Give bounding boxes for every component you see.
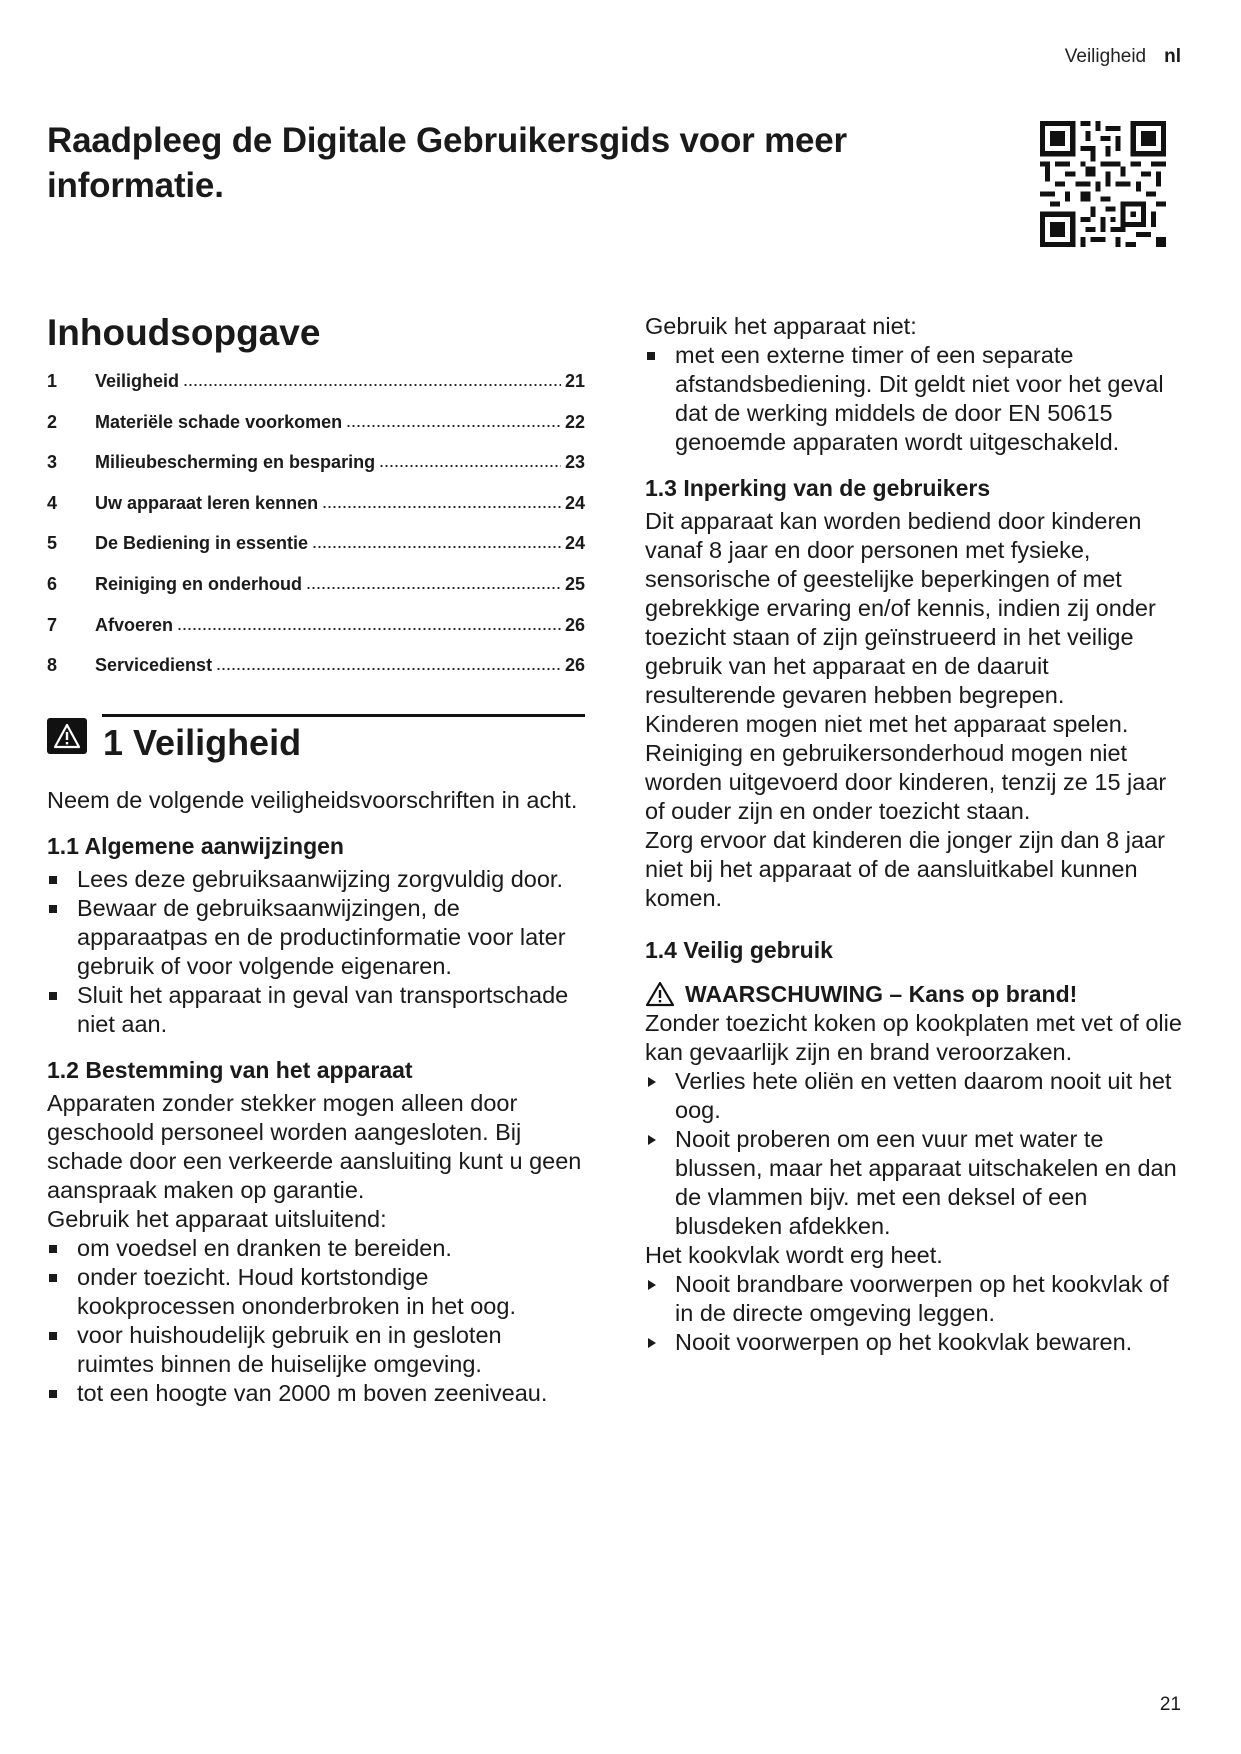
toc-item[interactable] — [47, 533, 585, 574]
page-number: 21 — [1159, 1694, 1181, 1715]
section-1-2-list — [47, 1234, 585, 1408]
action-list — [645, 1067, 1185, 1241]
toc-page: 26 — [564, 614, 585, 635]
paragraph: Apparaten zonder stekker mogen alleen door geschoold personeel worden aangesloten. Bij schade door een verkeerde aansluiting kunt u geen aanspraak maken op garantie. — [47, 1089, 582, 1203]
toc-item[interactable] — [47, 412, 585, 453]
warning-text: WAARSCHUWING – Kans op brand! — [685, 981, 1078, 1007]
action-list — [645, 1270, 1185, 1357]
chapter-title: 1 Veiligheid — [103, 721, 302, 763]
toc-number: 6 — [47, 573, 58, 594]
list-item: tot een hoogte van 2000 m boven zeeniveau. — [47, 1379, 585, 1408]
toc-item[interactable] — [47, 574, 585, 615]
toc-page: 22 — [564, 411, 585, 432]
paragraph: Het kookvlak wordt erg heet. — [645, 1242, 943, 1268]
toc-leader — [183, 383, 561, 387]
list-item: onder toezicht. Houd kortstondige kookprocessen ononderbroken in het oog. — [47, 1263, 585, 1321]
paragraph: Zorg ervoor dat kinderen die jonger zijn dan 8 jaar niet bij het apparaat of de aansluitkabel kunnen komen. — [645, 827, 1165, 911]
toc-leader — [346, 424, 561, 428]
section-1-1-list — [47, 865, 585, 1039]
toc-number: 8 — [47, 655, 58, 676]
warning-triangle-icon — [47, 718, 87, 754]
toc-label: Afvoeren — [95, 614, 174, 635]
paragraph: Gebruik het apparaat uitsluitend: — [47, 1205, 387, 1232]
toc-item[interactable] — [47, 493, 585, 534]
toc-item[interactable] — [47, 371, 585, 412]
toc-item[interactable] — [47, 452, 585, 493]
toc-page: 26 — [564, 655, 585, 676]
warning-icon — [645, 981, 675, 1007]
toc-number: 5 — [47, 533, 58, 554]
list-item: Bewaar de gebruiksaanwijzingen, de apparaatpas en de productinformatie voor later gebruik of voor volgende eigenaren. — [47, 894, 585, 981]
toc-page: 24 — [564, 492, 585, 513]
toc-title: Inhoudsopgave — [47, 312, 321, 353]
toc-label: Milieubescherming en besparing — [95, 452, 376, 473]
toc-page: 25 — [564, 573, 585, 594]
chapter-heading — [47, 710, 585, 774]
toc-leader — [306, 586, 561, 590]
toc-label: Veiligheid — [95, 371, 180, 391]
toc-number: 3 — [47, 452, 58, 473]
list-item: Sluit het apparaat in geval van transportschade niet aan. — [47, 981, 585, 1039]
toc-page: 24 — [564, 533, 585, 554]
paragraph: Kinderen mogen niet met het apparaat spelen. — [645, 711, 1129, 737]
toc-page: 21 — [564, 371, 585, 391]
section-1-4-title: 1.4 Veilig gebruik — [645, 937, 833, 963]
left-column — [47, 310, 585, 1408]
page-title: Raadpleeg de Digitale Gebruikersgids voor meer informatie. — [47, 121, 847, 205]
toc-page: 23 — [564, 452, 585, 473]
list-item: met een externe timer of een separate afstandsbediening. Dit geldt niet voor het geval dat de werking middels de door EN 50615 genoemde apparaten wordt uitgeschakeld. — [645, 341, 1185, 457]
running-header — [1065, 46, 1181, 68]
toc-leader — [216, 667, 561, 671]
toc-label: Reiniging en onderhoud — [95, 573, 302, 594]
paragraph: Zonder toezicht koken op kookplaten met vet of olie kan gevaarlijk zijn en brand veroorzaken. — [645, 1010, 1182, 1065]
warning-heading — [645, 979, 1185, 1009]
chapter-intro: Neem de volgende veiligheidsvoorschriften in acht. — [47, 786, 578, 813]
paragraph: Reiniging en gebruikersonderhoud mogen niet worden uitgevoerd door kinderen, tenzij ze 15 jaar of ouder zijn en onder toezicht staan. — [645, 740, 1167, 824]
toc-number: 1 — [47, 371, 58, 391]
list-item: voor huishoudelijk gebruik en in gesloten ruimtes binnen de huiselijke omgeving. — [47, 1321, 585, 1379]
toc-label: Uw apparaat leren kennen — [95, 492, 319, 513]
toc-number: 7 — [47, 614, 58, 635]
toc-leader — [322, 505, 561, 509]
paragraph: Gebruik het apparaat niet: — [645, 313, 917, 339]
toc-item[interactable] — [47, 615, 585, 656]
toc-leader — [312, 545, 561, 549]
toc-number: 4 — [47, 492, 58, 513]
chapter-rule — [102, 714, 585, 717]
toc-leader — [177, 627, 561, 631]
section-1-2-title: 1.2 Bestemming van het apparaat — [47, 1056, 413, 1083]
toc-label: De Bediening in essentie — [95, 533, 309, 554]
toc-label: Materiële schade voorkomen — [95, 411, 343, 432]
list-item: om voedsel en dranken te bereiden. — [47, 1234, 585, 1263]
header-section: Veiligheid — [1064, 46, 1147, 67]
toc-number: 2 — [47, 411, 58, 432]
header-language: nl — [1164, 46, 1181, 67]
section-1-2-list-not — [645, 341, 1185, 457]
action-item: Nooit proberen om een vuur met water te blussen, maar het apparaat uitschakelen en dan de vlammen bijv. met een deksel of een blusdeken afdekken. — [645, 1125, 1185, 1241]
toc-label: Servicedienst — [95, 655, 213, 676]
action-item: Nooit voorwerpen op het kookvlak bewaren. — [645, 1328, 1185, 1357]
action-item: Verlies hete oliën en vetten daarom nooit uit het oog. — [645, 1067, 1185, 1125]
action-item: Nooit brandbare voorwerpen op het kookvlak of in de directe omgeving leggen. — [645, 1270, 1185, 1328]
table-of-contents — [47, 371, 585, 696]
paragraph: Dit apparaat kan worden bediend door kinderen vanaf 8 jaar en door personen met fysieke, sensorische of geestelijke beperkingen of met gebrekkige ervaring en/of kennis, indien zij onder toezicht staan of zijn geïnstrueerd in het veilige gebruik van het apparaat en de daaruit resulterende gevaren hebben begrepen. — [645, 508, 1156, 708]
right-column — [645, 312, 1185, 1357]
toc-leader — [379, 464, 561, 468]
qr-code-icon — [1040, 121, 1166, 247]
toc-item[interactable] — [47, 655, 585, 696]
list-item: Lees deze gebruiksaanwijzing zorgvuldig door. — [47, 865, 585, 894]
section-1-3-title: 1.3 Inperking van de gebruikers — [645, 475, 991, 501]
section-1-1-title: 1.1 Algemene aanwijzingen — [47, 832, 344, 859]
